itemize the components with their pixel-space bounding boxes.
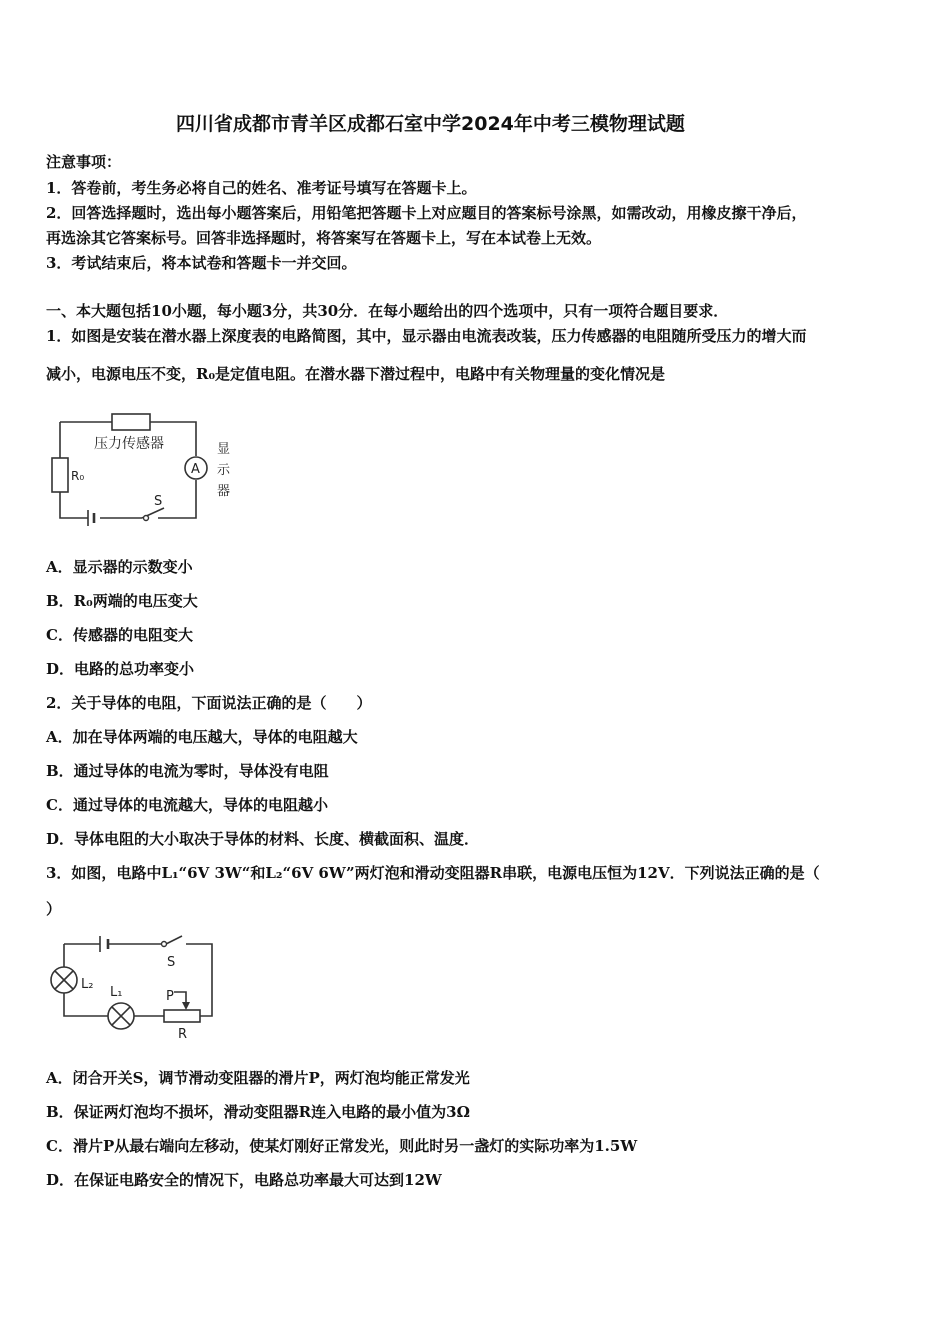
q2-stem: 2．关于导体的电阻，下面说法正确的是（ ） [46,694,372,712]
notice-item: 3．考试结束后，将本试卷和答题卡一并交回。 [46,254,357,272]
q3-stem: ） [46,900,62,918]
q1-option-d: D．电路的总功率变小 [46,660,195,678]
q1-stem: 减小，电源电压不变，R₀是定值电阻。在潜水器下潜过程中，电路中有关物理量的变化情况是 [46,365,666,383]
page-title: 四川省成都市青羊区成都石室中学2024年中考三模物理试题 [176,113,685,135]
q3-slider-label: P [166,989,174,1004]
q1-display-label: 器 [217,484,231,499]
q3-option-b: B．保证两灯泡均不损坏，滑动变阻器R连入电路的最小值为3Ω [46,1103,470,1121]
q1-circuit-diagram [46,408,246,533]
q3-option-c: C．滑片P从最右端向左移动，使某灯刚好正常发光，则此时另一盏灯的实际功率为1.5W [46,1137,638,1155]
q3-circuit-diagram [44,932,224,1044]
q2-option-b: B．通过导体的电流为零时，导体没有电阻 [46,762,329,780]
q1-option-c: C．传感器的电阻变大 [46,626,193,644]
section-header: 一、本大题包括10小题，每小题3分，共30分．在每小题给出的四个选项中，只有一项符合题目要求． [46,302,729,320]
q1-switch-label: S [154,494,163,509]
q1-display-label: 显 [217,442,231,457]
q2-option-a: A．加在导体两端的电压越大，导体的电阻越大 [46,728,358,746]
q1-r0-label: R₀ [71,469,85,483]
q1-option-b: B．R₀两端的电压变大 [46,592,198,610]
q2-option-d: D．导体电阻的大小取决于导体的材料、长度、横截面积、温度． [46,830,480,848]
q3-l1-label: L₁ [110,985,123,1000]
q3-l2-label: L₂ [81,977,94,992]
notice-heading: 注意事项： [46,153,122,171]
q2-option-c: C．通过导体的电流越大，导体的电阻越小 [46,796,328,814]
q1-sensor-label: 压力传感器 [94,436,164,452]
q1-stem: 1．如图是安装在潜水器上深度表的电路简图，其中，显示器由电流表改装，压力传感器的电阻随所受压力的增大而 [46,327,807,345]
notice-item: 2．回答选择题时，选出每小题答案后，用铅笔把答题卡上对应题目的答案标号涂黑，如需改动，用橡皮擦干净后， [46,204,807,222]
notice-item: 再选涂其它答案标号。回答非选择题时，将答案写在答题卡上，写在本试卷上无效。 [46,229,602,247]
q1-display-label: 示 [217,463,231,478]
q1-ammeter-label: A [191,462,200,477]
q3-stem: 3．如图，电路中L₁“6V 3W“和L₂“6V 6W”两灯泡和滑动变阻器R串联，电源电压恒为12V．下列说法正确的是（ [46,864,820,882]
q3-rheostat-label: R [178,1027,188,1042]
q3-option-a: A．闭合开关S，调节滑动变阻器的滑片P，两灯泡均能正常发光 [46,1069,470,1087]
q3-option-d: D．在保证电路安全的情况下，电路总功率最大可达到12W [46,1171,442,1189]
q1-option-a: A．显示器的示数变小 [46,558,193,576]
q3-switch-label: S [167,955,176,970]
notice-item: 1．答卷前，考生务必将自己的姓名、准考证号填写在答题卡上。 [46,179,477,197]
